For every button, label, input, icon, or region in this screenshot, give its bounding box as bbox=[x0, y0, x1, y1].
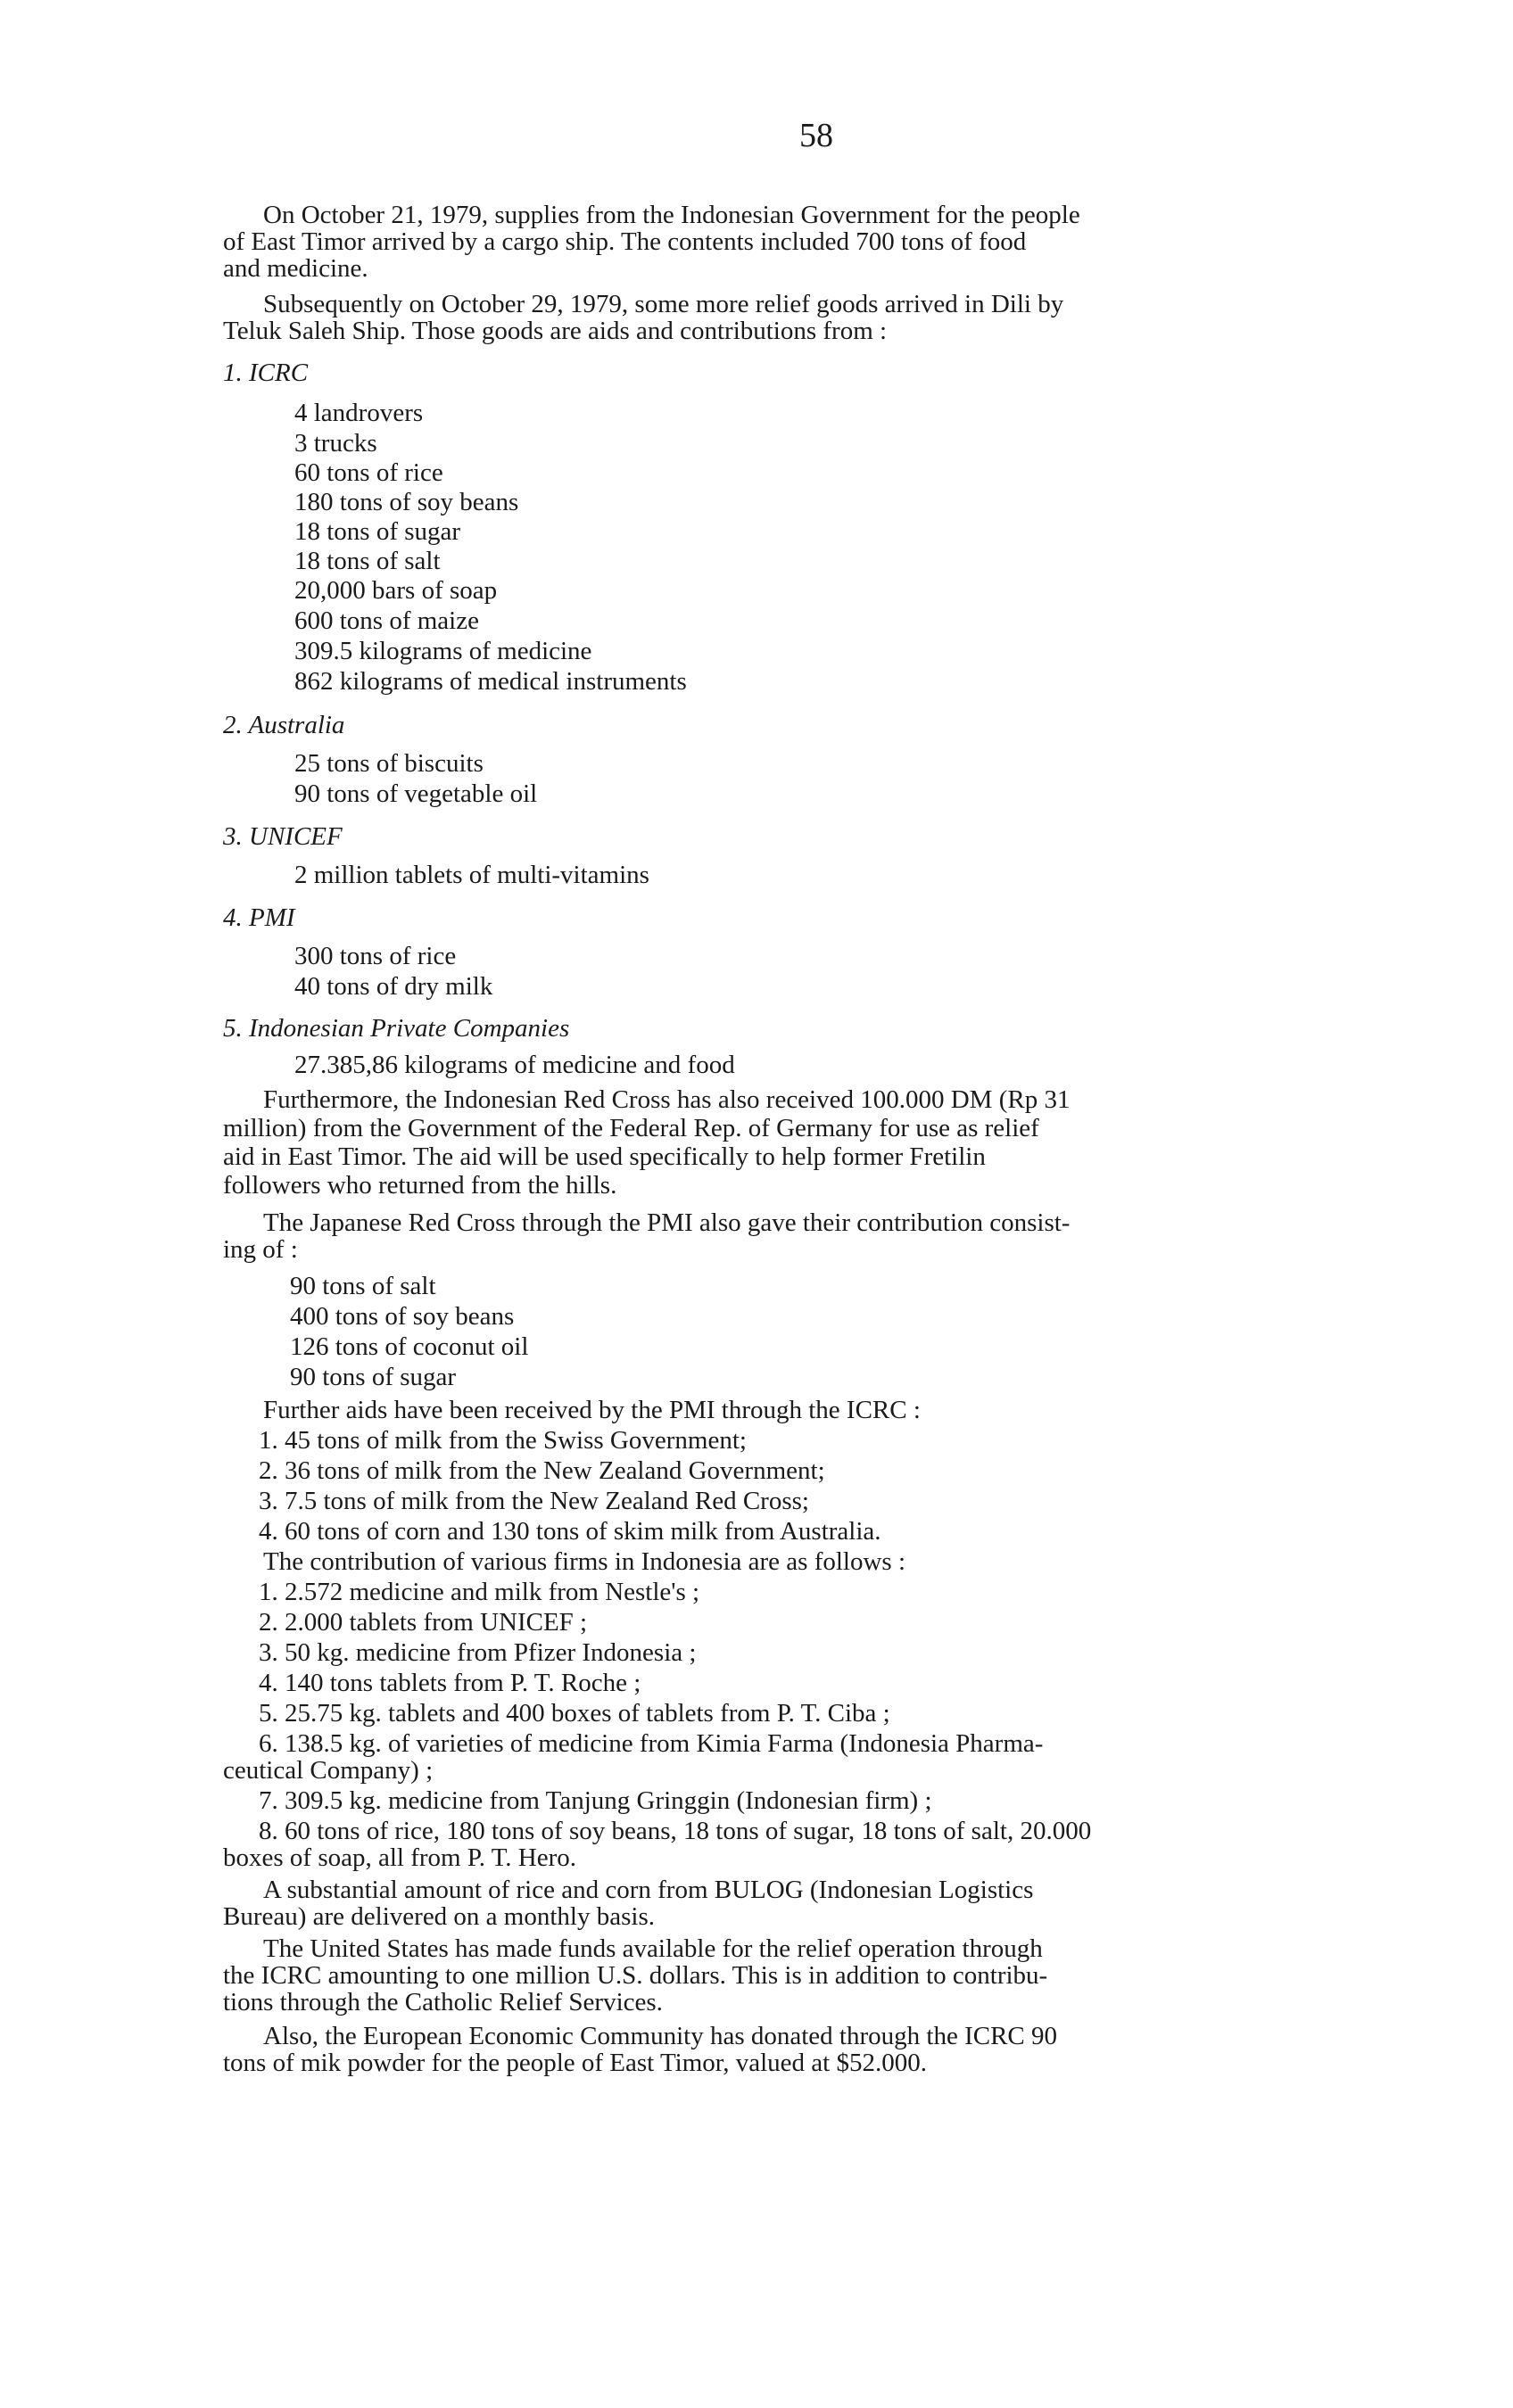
list-item: 5. 25.75 kg. tablets and 400 boxes of tablets from P. T. Ciba ; bbox=[259, 1699, 890, 1728]
list-item: 862 kilograms of medical instruments bbox=[294, 667, 687, 696]
list-item: 3. 50 kg. medicine from Pfizer Indonesia ; bbox=[259, 1638, 697, 1667]
list-item: 8. 60 tons of rice, 180 tons of soy beans, 18 tons of sugar, 18 tons of salt, 20.000 bbox=[259, 1817, 1092, 1845]
list-item: 40 tons of dry milk bbox=[294, 972, 493, 1001]
second-line-1: Subsequently on October 29, 1979, some more relief goods arrived in Dili by bbox=[263, 290, 1064, 318]
furthermore-line-2: million) from the Government of the Federal Rep. of Germany for use as relief bbox=[223, 1114, 1039, 1142]
eec-line-1: Also, the European Economic Community has donated through the ICRC 90 bbox=[263, 2022, 1058, 2050]
donor-heading-unicef: 3. UNICEF bbox=[223, 822, 343, 851]
list-item: 2. 36 tons of milk from the New Zealand Government; bbox=[259, 1456, 825, 1485]
intro-line-3: and medicine. bbox=[223, 254, 368, 283]
list-item: 1. 45 tons of milk from the Swiss Government; bbox=[259, 1426, 747, 1455]
intro-line-2: of East Timor arrived by a cargo ship. The contents included 700 tons of food bbox=[223, 227, 1027, 256]
bulog-line-2: Bureau) are delivered on a monthly basis. bbox=[223, 1902, 655, 1931]
list-item: 1. 2.572 medicine and milk from Nestle's ; bbox=[259, 1578, 700, 1606]
list-item: 25 tons of biscuits bbox=[294, 749, 484, 778]
list-item: 600 tons of maize bbox=[294, 606, 479, 635]
list-item: 6. 138.5 kg. of varieties of medicine from Kimia Farma (Indonesia Pharma- bbox=[259, 1729, 1044, 1758]
furthermore-line-4: followers who returned from the hills. bbox=[223, 1171, 617, 1200]
list-item: 18 tons of salt bbox=[294, 547, 441, 575]
list-item: 3. 7.5 tons of milk from the New Zealand Red Cross; bbox=[259, 1487, 809, 1515]
list-item: 4. 140 tons tablets from P. T. Roche ; bbox=[259, 1669, 641, 1697]
further-aids-line: Further aids have been received by the PMI through the ICRC : bbox=[263, 1396, 921, 1424]
list-item: 180 tons of soy beans bbox=[294, 488, 519, 516]
donor-heading-pmi: 4. PMI bbox=[223, 903, 295, 932]
usa-line-2: the ICRC amounting to one million U.S. dollars. This is in addition to contribu- bbox=[223, 1961, 1048, 1990]
furthermore-line-1: Furthermore, the Indonesian Red Cross has also received 100.000 DM (Rp 31 bbox=[263, 1085, 1071, 1114]
list-item: 4 landrovers bbox=[294, 399, 424, 427]
list-item: 126 tons of coconut oil bbox=[290, 1332, 529, 1361]
eec-line-2: tons of mik powder for the people of East Timor, valued at $52.000. bbox=[223, 2049, 927, 2077]
page-number: 58 bbox=[799, 117, 833, 154]
usa-line-1: The United States has made funds available for the relief operation through bbox=[263, 1934, 1043, 1963]
list-item: 60 tons of rice bbox=[294, 458, 443, 487]
list-item: 4. 60 tons of corn and 130 tons of skim milk from Australia. bbox=[259, 1517, 881, 1546]
list-item: 3 trucks bbox=[294, 429, 377, 458]
list-item: 18 tons of sugar bbox=[294, 517, 461, 546]
list-item: 90 tons of vegetable oil bbox=[294, 779, 538, 808]
bulog-line-1: A substantial amount of rice and corn from BULOG (Indonesian Logistics bbox=[263, 1876, 1034, 1904]
usa-line-3: tions through the Catholic Relief Services. bbox=[223, 1988, 663, 2016]
list-item-continued: boxes of soap, all from P. T. Hero. bbox=[223, 1843, 577, 1872]
list-item-continued: ceutical Company) ; bbox=[223, 1756, 434, 1785]
donor-heading-australia: 2. Australia bbox=[223, 711, 345, 739]
list-item: 400 tons of soy beans bbox=[290, 1302, 515, 1331]
japanese-line-1: The Japanese Red Cross through the PMI also gave their contribution consist- bbox=[263, 1208, 1071, 1237]
firms-intro-line: The contribution of various firms in Indonesia are as follows : bbox=[263, 1547, 906, 1576]
second-line-2: Teluk Saleh Ship. Those goods are aids and contributions from : bbox=[223, 317, 888, 345]
donor-heading-private-companies: 5. Indonesian Private Companies bbox=[223, 1014, 570, 1043]
intro-line-1: On October 21, 1979, supplies from the Indonesian Government for the people bbox=[263, 201, 1080, 229]
furthermore-line-3: aid in East Timor. The aid will be used specifically to help former Fretilin bbox=[223, 1142, 986, 1171]
donor-heading-icrc: 1. ICRC bbox=[223, 359, 309, 387]
list-item: 20,000 bars of soap bbox=[294, 576, 498, 605]
list-item: 2. 2.000 tablets from UNICEF ; bbox=[259, 1608, 588, 1637]
japanese-line-2: ing of : bbox=[223, 1235, 298, 1264]
list-item: 300 tons of rice bbox=[294, 942, 457, 970]
list-item: 2 million tablets of multi-vitamins bbox=[294, 861, 649, 889]
list-item: 7. 309.5 kg. medicine from Tanjung Gringgin (Indonesian firm) ; bbox=[259, 1786, 932, 1815]
list-item: 90 tons of sugar bbox=[290, 1363, 457, 1391]
list-item: 27.385,86 kilograms of medicine and food bbox=[294, 1051, 735, 1079]
list-item: 309.5 kilograms of medicine bbox=[294, 637, 592, 665]
list-item: 90 tons of salt bbox=[290, 1272, 436, 1300]
